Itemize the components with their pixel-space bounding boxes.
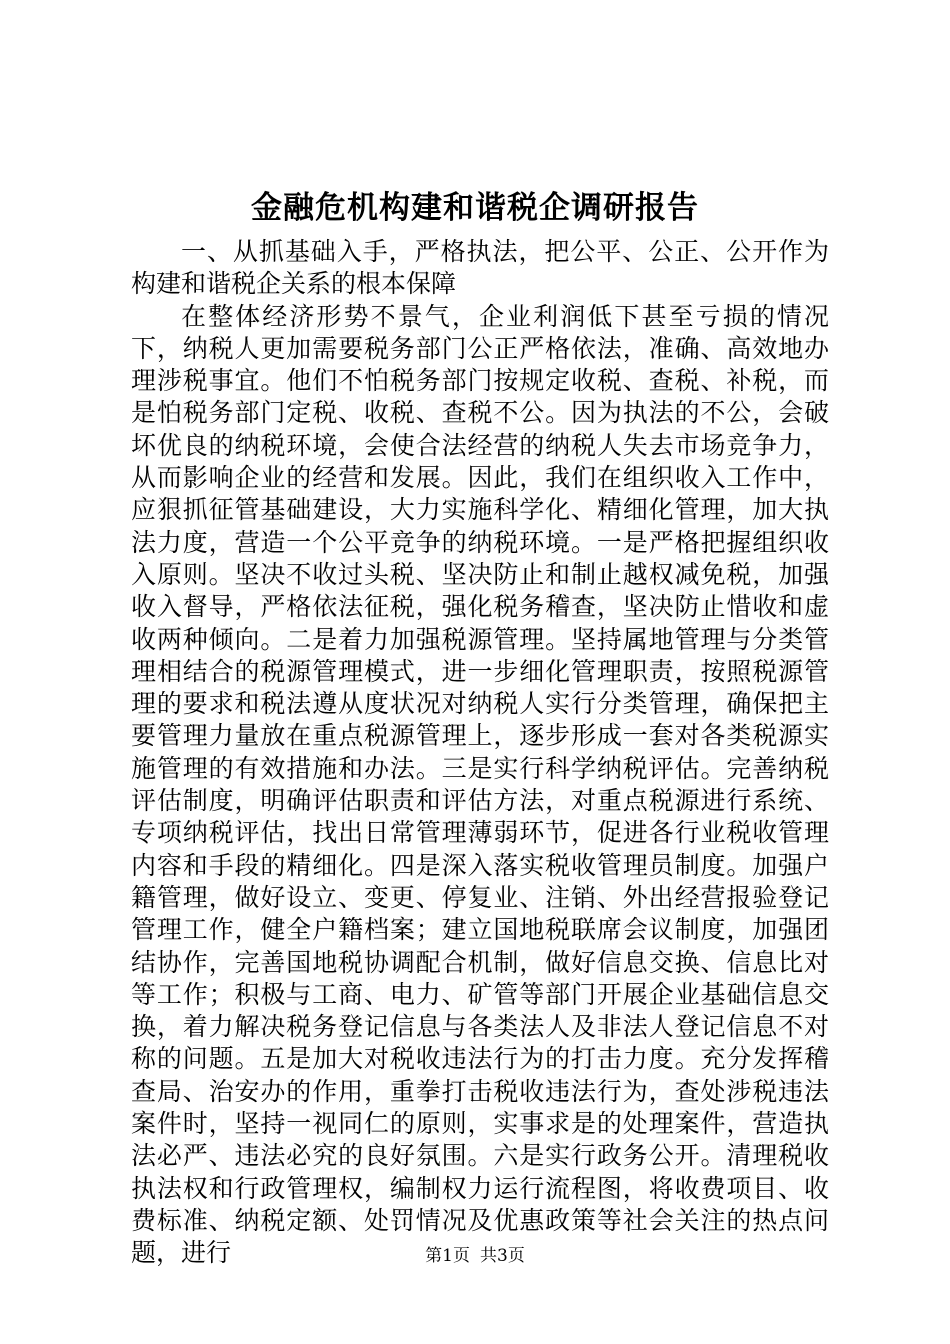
page-total: 共3页 [480,1246,525,1266]
document-body [131,236,829,1270]
page-number: 第1页 [425,1246,470,1266]
section-heading: 一、从抓基础入手，严格执法，把公平、公正、公开作为构建和谐税企关系的根本保障 [131,237,829,299]
document-title: 金融危机构建和谐税企调研报告 [251,190,699,226]
body-paragraph: 在整体经济形势不景气，企业利润低下甚至亏损的情况下，纳税人更加需要税务部门公正严格依法，准确、高效地办理涉税事宜。他们不怕税务部门按规定收税、查税、补税，而是怕税务部门定税、收税、查税不公。因为执法的不公，会破坏优良的纳税环境，会使合法经营的纳税人失去市场竞争力，从而影响企业的经营和发展。因此，我们在组织收入工作中，应狠抓征管基础建设，大力实施科学化、精细化管理，加大执法力度，营造一个公平竞争的纳税环境。一是严格把握组织收入原则。坚决不收过头税、坚决防止和制止越权减免税，加强收入督导，严格依法征税，强化税务稽查，坚决防止惜收和虚收两种倾向。二是着力加强税源管理。坚持属地管理与分类管理相结合的税源管理模式，进一步细化管理职责，按照税源管理的要求和税法遵从度状况对纳税人实行分类管理，确保把主要管理力量放在重点税源管理上，逐步形成一套对各类税源实施管理的有效措施和办法。三是实行科学纳税评估。完善纳税评估制度，明确评估职责和评估方法，对重点税源进行系统、专项纳税评估，找出日常管理薄弱环节，促进各行业税收管理内容和手段的精细化。四是深入落实税收管理员制度。加强户籍管理，做好设立、变更、停复业、注销、外出经营报验登记管理工作，健全户籍档案；建立国地税联席会议制度，加强团结协作，完善国地税协调配合机制，做好信息交换、信息比对等工作；积极与工商、电力、矿管等部门开展企业基础信息交换，着力解决税务登记信息与各类法人及非法人登记信息不对称的问题。五是加大对税收违法行为的打击力度。充分发挥稽查局、治安办的作用，重拳打击税收违法行为，查处涉税违法案件时，坚持一视同仁的原则，实事求是的处理案件，营造执法必严、违法必究的良好氛围。六是实行政务公开。清理税收执法权和行政管理权，编制权力运行流程图，将收费项目、收费标准、纳税定额、处罚情况及优惠政策等社会关注的热点问题，进行 [131,301,829,1268]
page-footer [0,1244,950,1268]
